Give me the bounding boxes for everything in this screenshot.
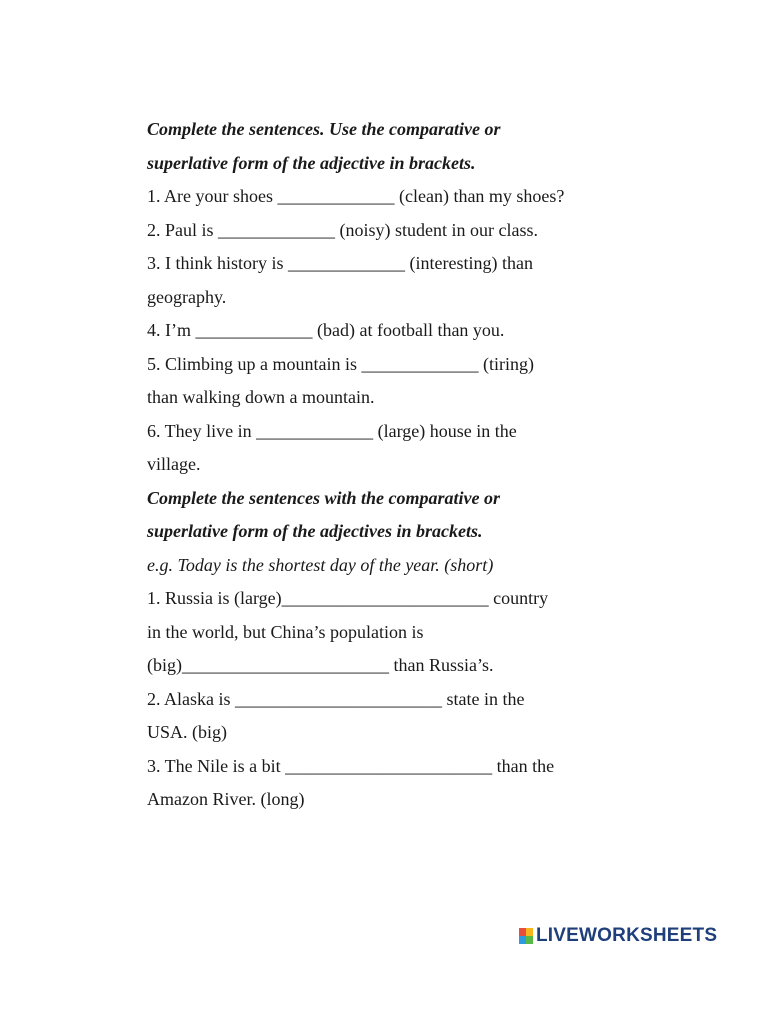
exercise-line: geography. [147,286,227,307]
exercise-line: in the world, but China’s population is [147,621,424,642]
exercise-line: village. [147,454,201,474]
instruction-line: superlative form of the adjectives in brackets. [147,521,483,541]
exercise-line: USA. (big) [147,722,227,742]
exercise-line: 5. Climbing up a mountain is _____________ (tiring) [147,353,534,374]
liveworksheets-logo[interactable] [519,924,717,948]
exercise-line: Amazon River. (long) [147,789,305,809]
liveworksheets-mark-icon [519,928,533,944]
exercise-line: 3. The Nile is a bit _______________________ than the [147,755,555,776]
exercise-line: than walking down a mountain. [147,387,375,407]
logo-text: LIVEWORKSHEETS [536,925,718,946]
instruction-line: Complete the sentences. Use the comparative or [147,119,501,139]
exercise-line: 2. Alaska is _______________________ state in the [147,688,525,709]
exercise-line: 4. I’m _____________ (bad) at football than you. [147,320,505,340]
instruction-line: Complete the sentences with the comparative or [147,487,500,508]
exercise-line: 1. Russia is (large)_______________________ country [147,588,549,608]
instruction-line: superlative form of the adjective in brackets. [147,152,476,173]
example-line: e.g. Today is the shortest day of the year. (short) [147,554,494,575]
exercise-line: 1. Are your shoes _____________ (clean) than my shoes? [147,186,565,206]
exercise-line: (big)_______________________ than Russia’s. [147,655,494,675]
exercise-line: 2. Paul is _____________ (noisy) student in our class. [147,219,538,240]
exercise-line: 6. They live in _____________ (large) house in the [147,420,517,441]
worksheet [147,113,707,817]
exercise-line: 3. I think history is _____________ (interesting) than [147,253,533,273]
